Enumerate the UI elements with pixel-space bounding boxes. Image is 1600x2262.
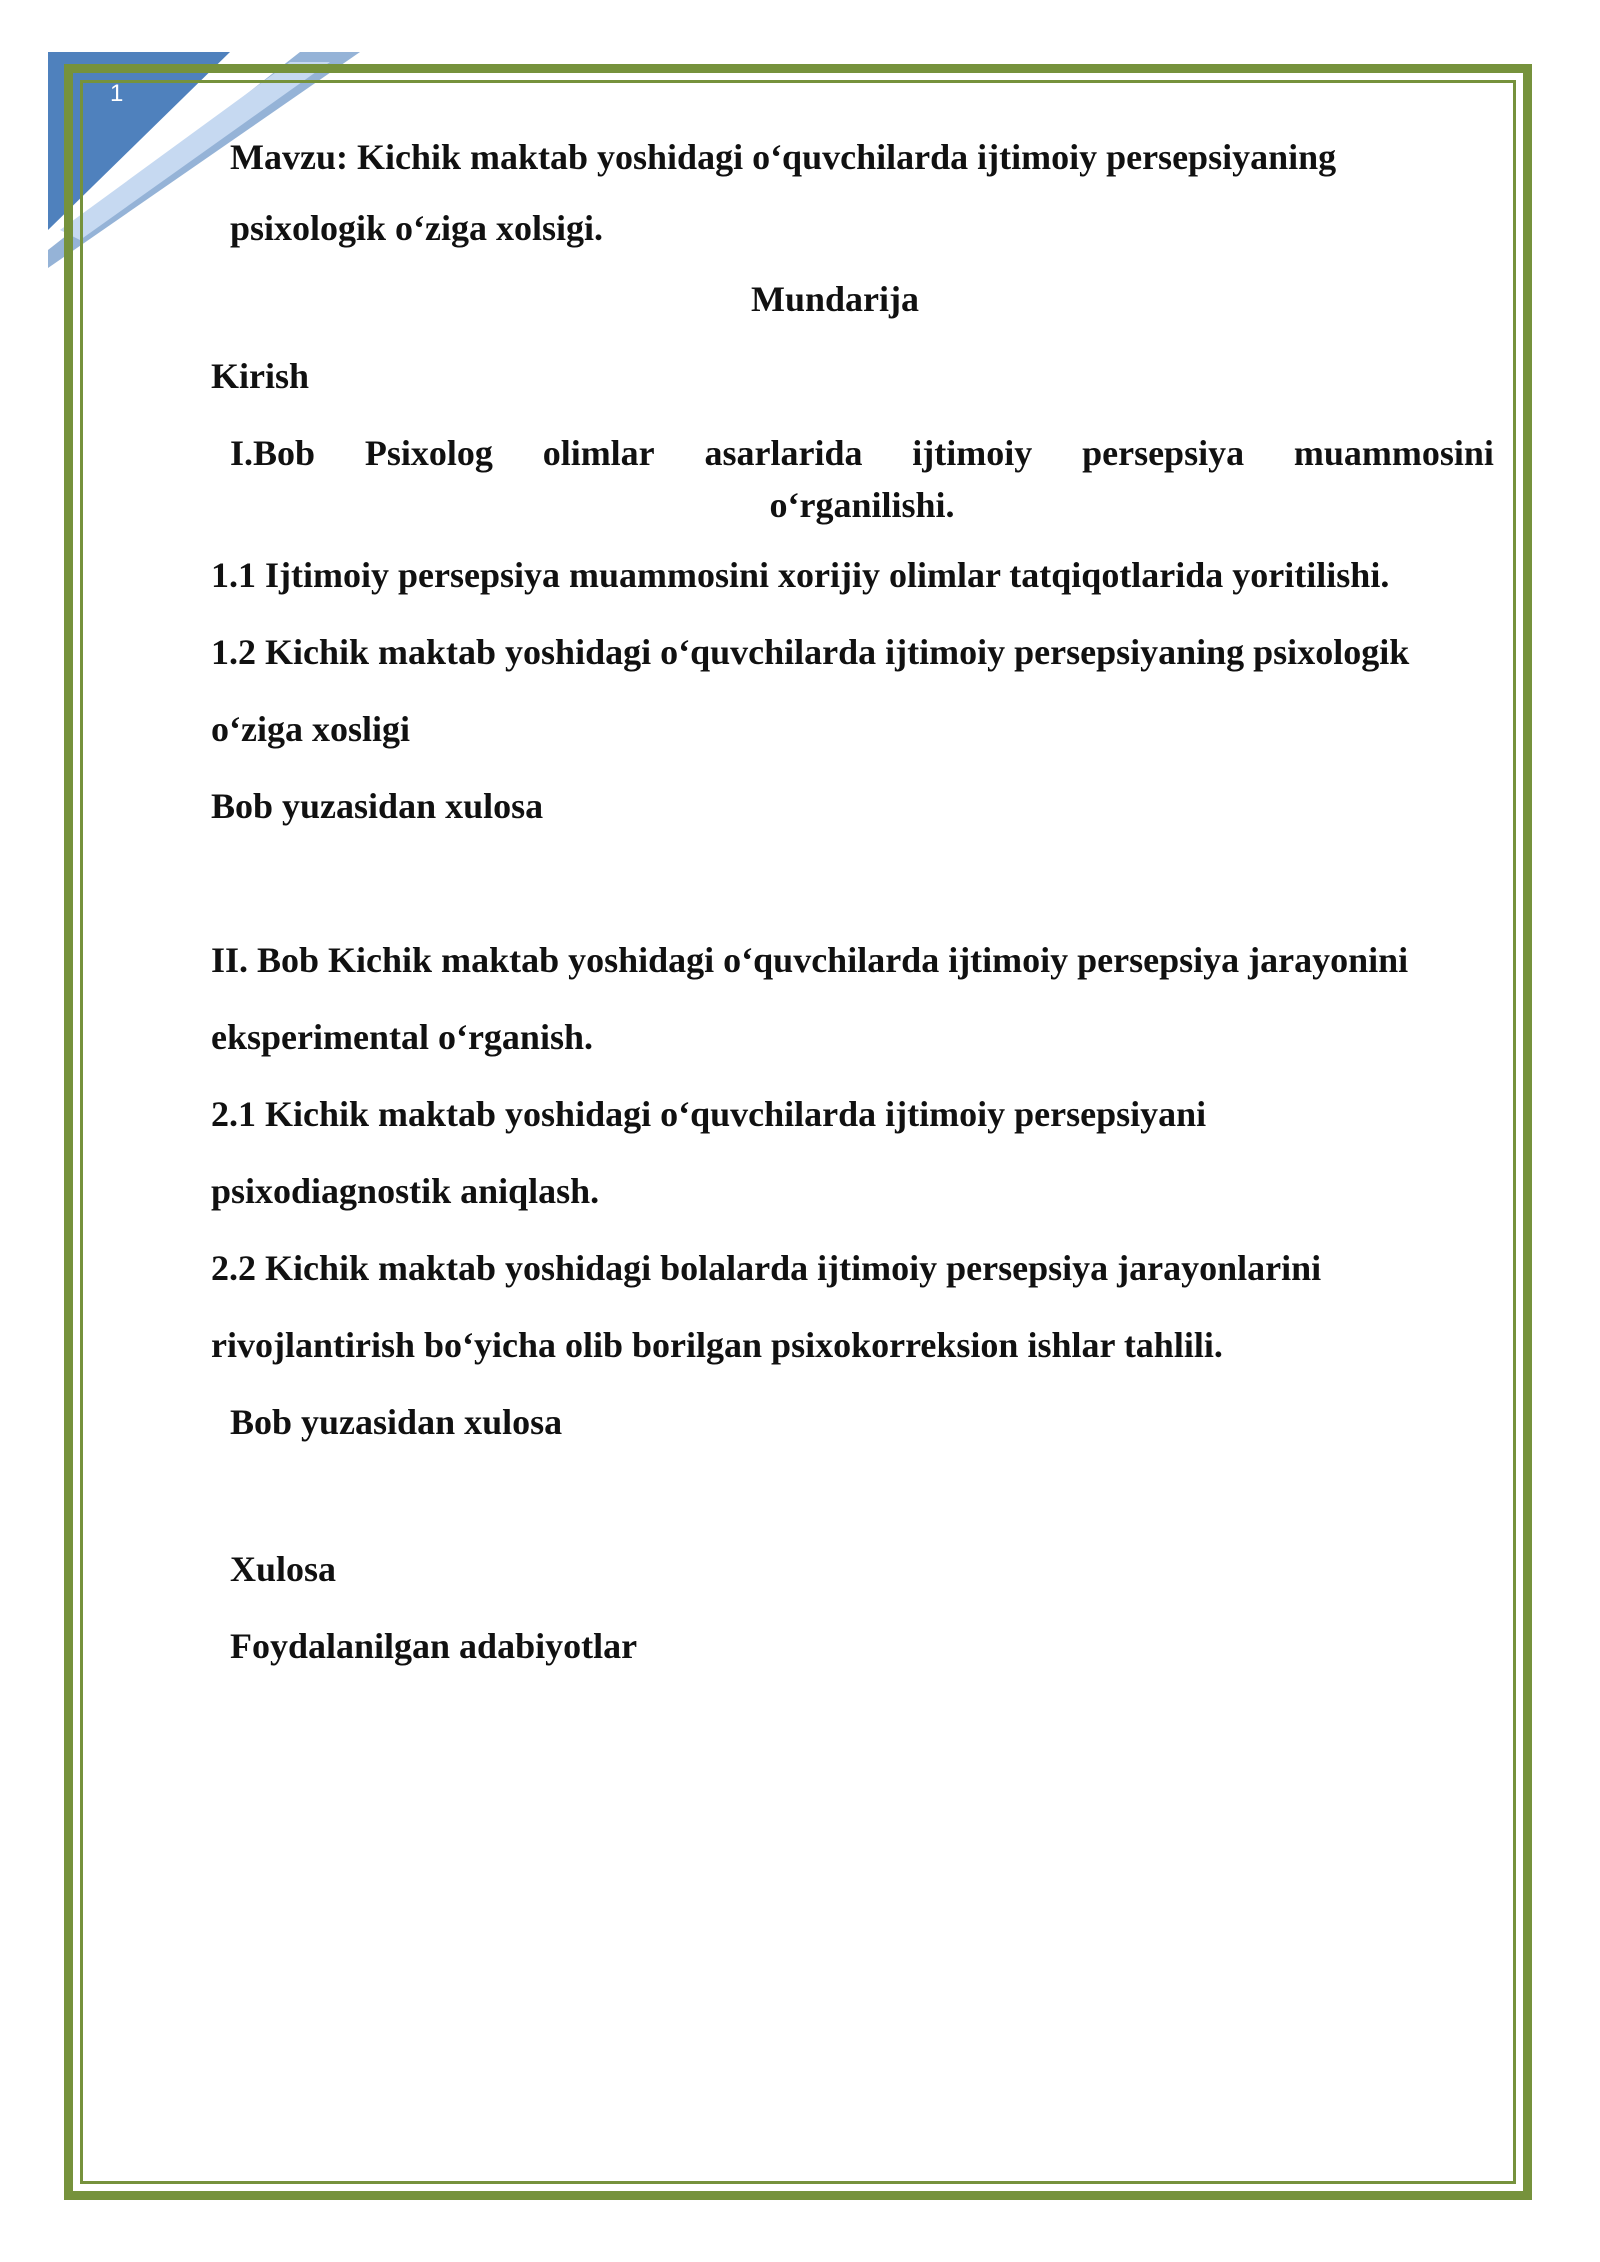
toc-item-2-1-line1: 2.1 Kichik maktab yoshidagi o‘quvchilarda ijtimoiy persepsiyani: [211, 1094, 1207, 1134]
toc-item-2-2-line2: rivojlantirish bo‘yicha olib borilgan psixokorreksion ishlar tahlili.: [211, 1325, 1223, 1365]
toc-chapter1-line1: [230, 435, 1494, 471]
toc-chapter2-line1: II. Bob Kichik maktab yoshidagi o‘quvchilarda ijtimoiy persepsiya jarayonini: [211, 940, 1409, 980]
toc-title: Mundarija: [750, 279, 919, 319]
topic-line-1: Mavzu: Kichik maktab yoshidagi o‘quvchilarda ijtimoiy persepsiyaning: [230, 137, 1337, 177]
toc-references: Foydalanilgan adabiyotlar: [230, 1626, 638, 1666]
chapter1-word: muammosini: [1293, 433, 1494, 473]
chapter1-word: olimlar: [542, 433, 655, 473]
chapter1-word: asarlarida: [704, 433, 863, 473]
topic-line-2: psixologik o‘ziga xolsigi.: [230, 208, 604, 248]
toc-item-2-1-line2: psixodiagnostik aniqlash.: [211, 1171, 600, 1211]
toc-chapter2-conclusion: Bob yuzasidan xulosa: [230, 1402, 563, 1442]
toc-chapter1-line2: o‘rganilishi.: [769, 485, 955, 525]
toc-final-conclusion: Xulosa: [230, 1549, 337, 1589]
toc-chapter1-conclusion: Bob yuzasidan xulosa: [211, 786, 544, 826]
chapter1-word: persepsiya: [1082, 433, 1245, 473]
toc-item-2-2-line1: 2.2 Kichik maktab yoshidagi bolalarda ijtimoiy persepsiya jarayonlarini: [211, 1248, 1322, 1288]
toc-item-1-2-line1: 1.2 Kichik maktab yoshidagi o‘quvchilarda ijtimoiy persepsiyaning psixologik: [211, 632, 1410, 672]
toc-intro: Kirish: [211, 356, 310, 396]
toc-item-1-2-line2: o‘ziga xosligi: [211, 709, 410, 749]
toc-item-1-1: 1.1 Ijtimoiy persepsiya muammosini xorijiy olimlar tatqiqotlarida yoritilishi.: [211, 555, 1390, 595]
chapter1-word: ijtimoiy: [912, 433, 1033, 473]
toc-chapter2-line2: eksperimental o‘rganish.: [211, 1017, 593, 1057]
chapter1-word: Psixolog: [364, 433, 493, 473]
chapter1-word: I.Bob: [230, 433, 316, 473]
page-number: 1: [110, 80, 124, 107]
